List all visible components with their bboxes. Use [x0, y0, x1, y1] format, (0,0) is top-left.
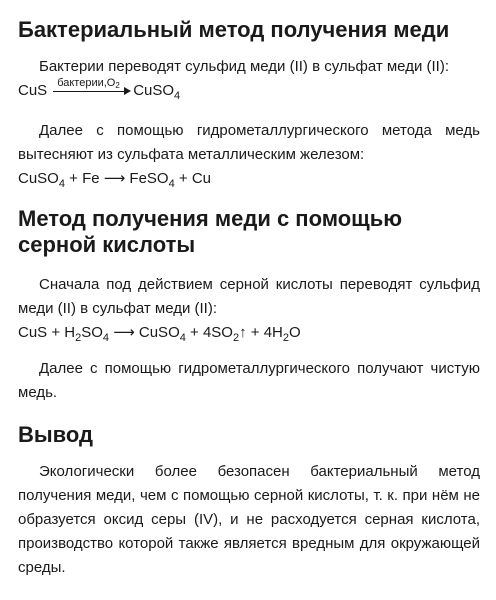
product-cuso4: CuSO$_4$	[133, 82, 181, 102]
reactant-cus: CuS	[18, 82, 48, 99]
paragraph-sulfuric-intro: Сначала под действием серной кислоты переводят сульфид меди (II) в сульфат меди (II):	[18, 276, 480, 317]
equation-bacterial	[18, 79, 180, 103]
paragraph-hydrometallurgy-2: Далее с помощью гидрометаллургического получают чистую медь.	[18, 360, 480, 401]
section-title-sulfuric: Метод получения меди с помощью серной кислоты	[18, 206, 403, 257]
section-title-conclusion: Вывод	[18, 422, 94, 447]
paragraph-bacteria-intro: Бактерии переводят сульфид меди (II) в сульфат меди (II):	[39, 58, 449, 75]
reaction-arrow	[53, 77, 131, 98]
equation-iron-displacement: CuSO$_4$ + Fe ⟶ FeSO$_4$ + Cu	[18, 170, 212, 190]
arrow-condition: $бактерии,O_2$	[57, 77, 120, 91]
paragraph-hydrometallurgy-1: Далее с помощью гидрометаллургического метода медь вытесняют из сульфата металлическим железом:	[18, 122, 480, 163]
equation-sulfuric: CuS + $H_2SO_4$ ⟶ CuSO$_4$ + $4SO_2↑ + 4H_2O$	[18, 324, 301, 344]
section-title-bacterial: Бактериальный метод получения меди	[18, 17, 450, 42]
paragraph-conclusion: Экологически более безопасен бактериальный метод получения меди, чем с помощью серной кислоты, т. к. при нём не образуется оксид серы (IV), и не расходуется серная кислота, производство которой также является вредным для окружающей среды.	[18, 463, 480, 576]
